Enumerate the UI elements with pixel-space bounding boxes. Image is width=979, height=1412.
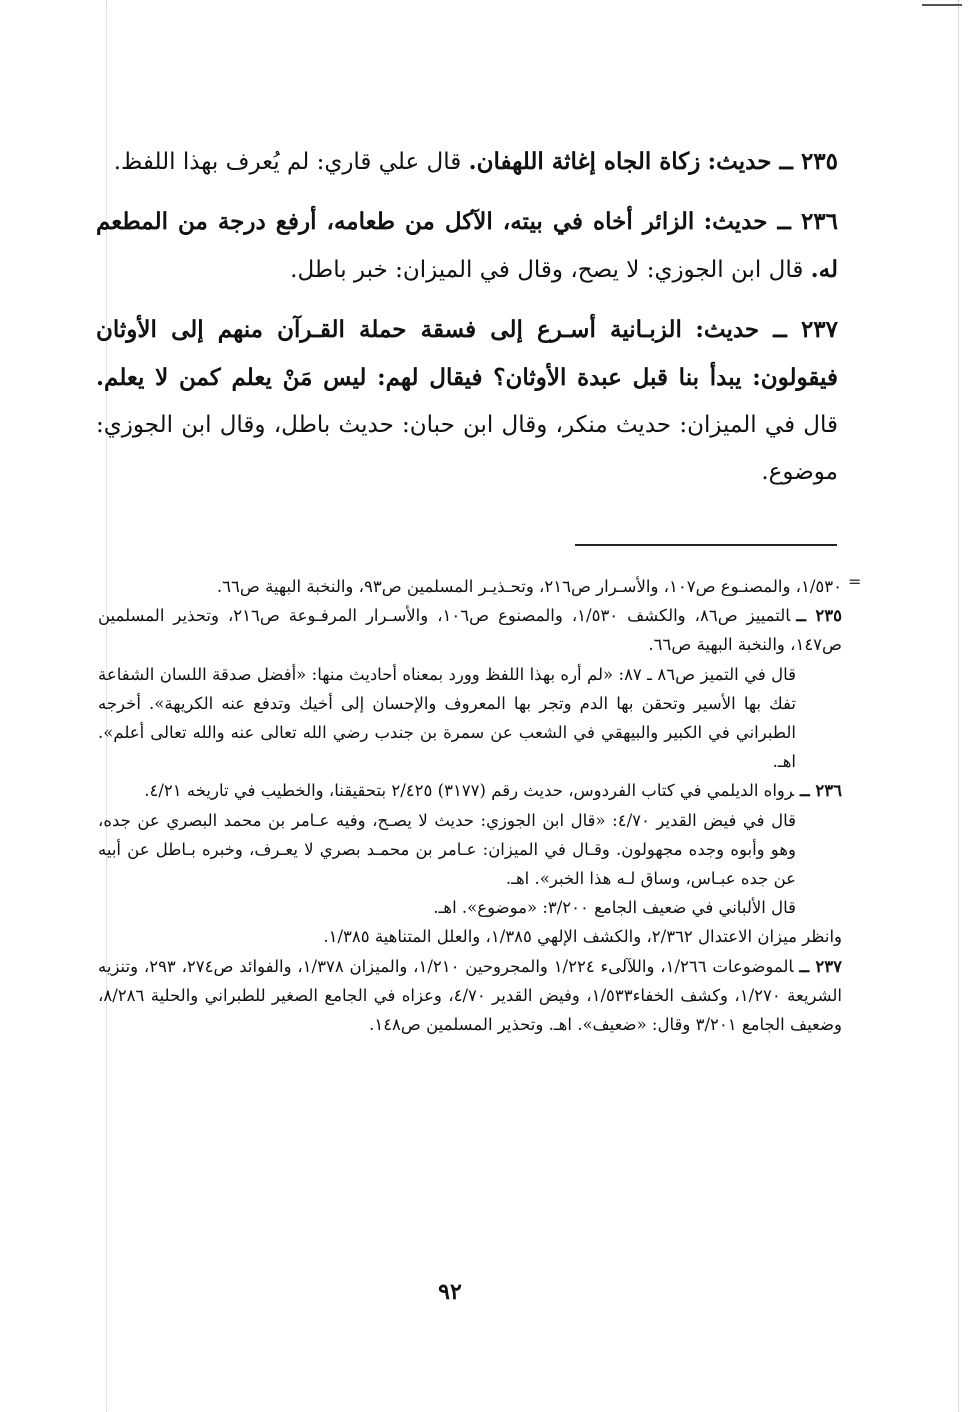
footnotes (98, 572, 842, 1039)
footnote-number: ٢٣٥ ــ (796, 606, 842, 626)
footnote-number: ٢٣٧ ــ (799, 956, 843, 976)
footnote-236-see-also: وانظر ميزان الاعتدال ٢/٣٦٢، والكشف الإلهي ١/٣٨٥، والعلل المتناهية ١/٣٨٥. (323, 927, 842, 947)
footnote-237 (98, 952, 842, 1040)
footnote-number: ٢٣٦ ــ (799, 781, 842, 801)
footnote-235-quote: قال في التميز ص٨٦ ـ ٨٧: «لم أره بهذا اللفظ وورد بمعناه أحاديث منها: «أفضل صدقة اللسان الشفاعة تفك بها الأسير وتحقن بها الدم وتجر بها المعروف والإحسان إلى أخيك وتدفع عنه الكريهة». أخرجه الطبراني في الكبير والبيهقي في الشعب عن سمرة بن جندب رضي الله تعالى عنه والله تعالى أعلم». اهـ. (98, 664, 796, 772)
hadith-237 (96, 306, 838, 496)
footnote-236-albani: قال الألباني في ضعيف الجامع ٣/٢٠٠: «موضوع». اهـ. (433, 898, 796, 918)
hadith-ruling: قال ابن الجوزي: لا يصح، وقال في الميزان: خبر باطل. (290, 257, 804, 283)
hadith-number: ٢٣٥ ــ حديث: (707, 148, 838, 175)
footnote-separator (575, 544, 837, 546)
hadith-number: ٢٣٦ ــ حديث: (703, 208, 839, 235)
footnote-236 (98, 776, 842, 805)
hadith-text: الزبـانية أسـرع إلى فسقة حملة القـرآن منهم إلى الأوثان فيقولون: يبدأ بنا قبل عبدة الأوثان؟ فيقال لهم: ليس مَنْ يعلم كمن لا يعلم. (96, 316, 838, 391)
hadith-235 (96, 138, 838, 186)
hadith-text: زكاة الجاه إغاثة اللهفان. (468, 148, 701, 175)
footnote-235 (98, 601, 842, 659)
hadith-ruling: قال علي قاري: لم يُعرف بهذا اللفظ. (113, 149, 462, 175)
hadith-text: الزائر أخاه في بيته، الآكل من طعامه، أرفع درجة من المطعم له. (96, 208, 838, 283)
scan-edge-line (958, 0, 960, 1412)
hadith-number: ٢٣٧ ــ حديث: (695, 316, 838, 343)
footnote-text: رواه الديلمي في كتاب الفردوس، حديث رقم (٣١٧٧) ٢/٤٢٥ بتحقيقنا، والخطيب في تاريخه ٤/٢١. (144, 781, 794, 801)
continuation-mark: = (848, 572, 862, 591)
footnote-text: الموضوعات ١/٢٦٦، واللآلىء ١/٢٢٤ والمجروحين ١/٢١٠، والميزان ١/٣٧٨، والفوائد ص٢٧٤، ٢٩٣، وتنزيه الشريعة ١/٢٧٠، وكشف الخفاء١/٥٣٣، وفيض القدير ٤/٧٠، وعزاه في الجامع الصغير للطبراني والحلية ٨/٢٨٦، وضعيف الجامع ٣/٢٠١ وقال: «ضعيف». اهـ. وتحذير المسلمين ص١٤٨. (98, 956, 842, 1035)
hadith-236 (96, 198, 838, 294)
footnote-continuation: ١/٥٣٠، والمصنـوع ص١٠٧، والأسـرار ص٢١٦، وتحـذيـر المسلمين ص٩٣، والنخبة البهية ص٦٦. (216, 577, 842, 596)
footnote-text: التمييز ص٨٦، والكشف ١/٥٣٠، والمصنوع ص١٠٦، والأسـرار المرفـوعة ص٢١٦، وتحذير المسلمين ص١٤٧، والنخبة البهية ص٦٦. (98, 606, 842, 655)
scan-top-mark (922, 4, 962, 6)
hadith-ruling: قال في الميزان: حديث منكر، وقال ابن حبان: حديث باطل، وقال ابن الجوزي: موضوع. (96, 412, 838, 485)
footnote-236-quote: قال في فيض القدير ٤/٧٠: «قال ابن الجوزي: حديث لا يصـح، وفيه عـامر بن محمد البصري عن جده، وهو وأبوه وجده مجهولون. وقـال في الميزان: عـامر بن محمـد بصري لا يعـرف، وخبره بـاطل عن أبيه عن جده عبـاس، وساق لـه هذا الخبر». اهـ. (98, 810, 796, 889)
main-text (96, 138, 838, 508)
page-number: ٩٢ (438, 1279, 462, 1305)
